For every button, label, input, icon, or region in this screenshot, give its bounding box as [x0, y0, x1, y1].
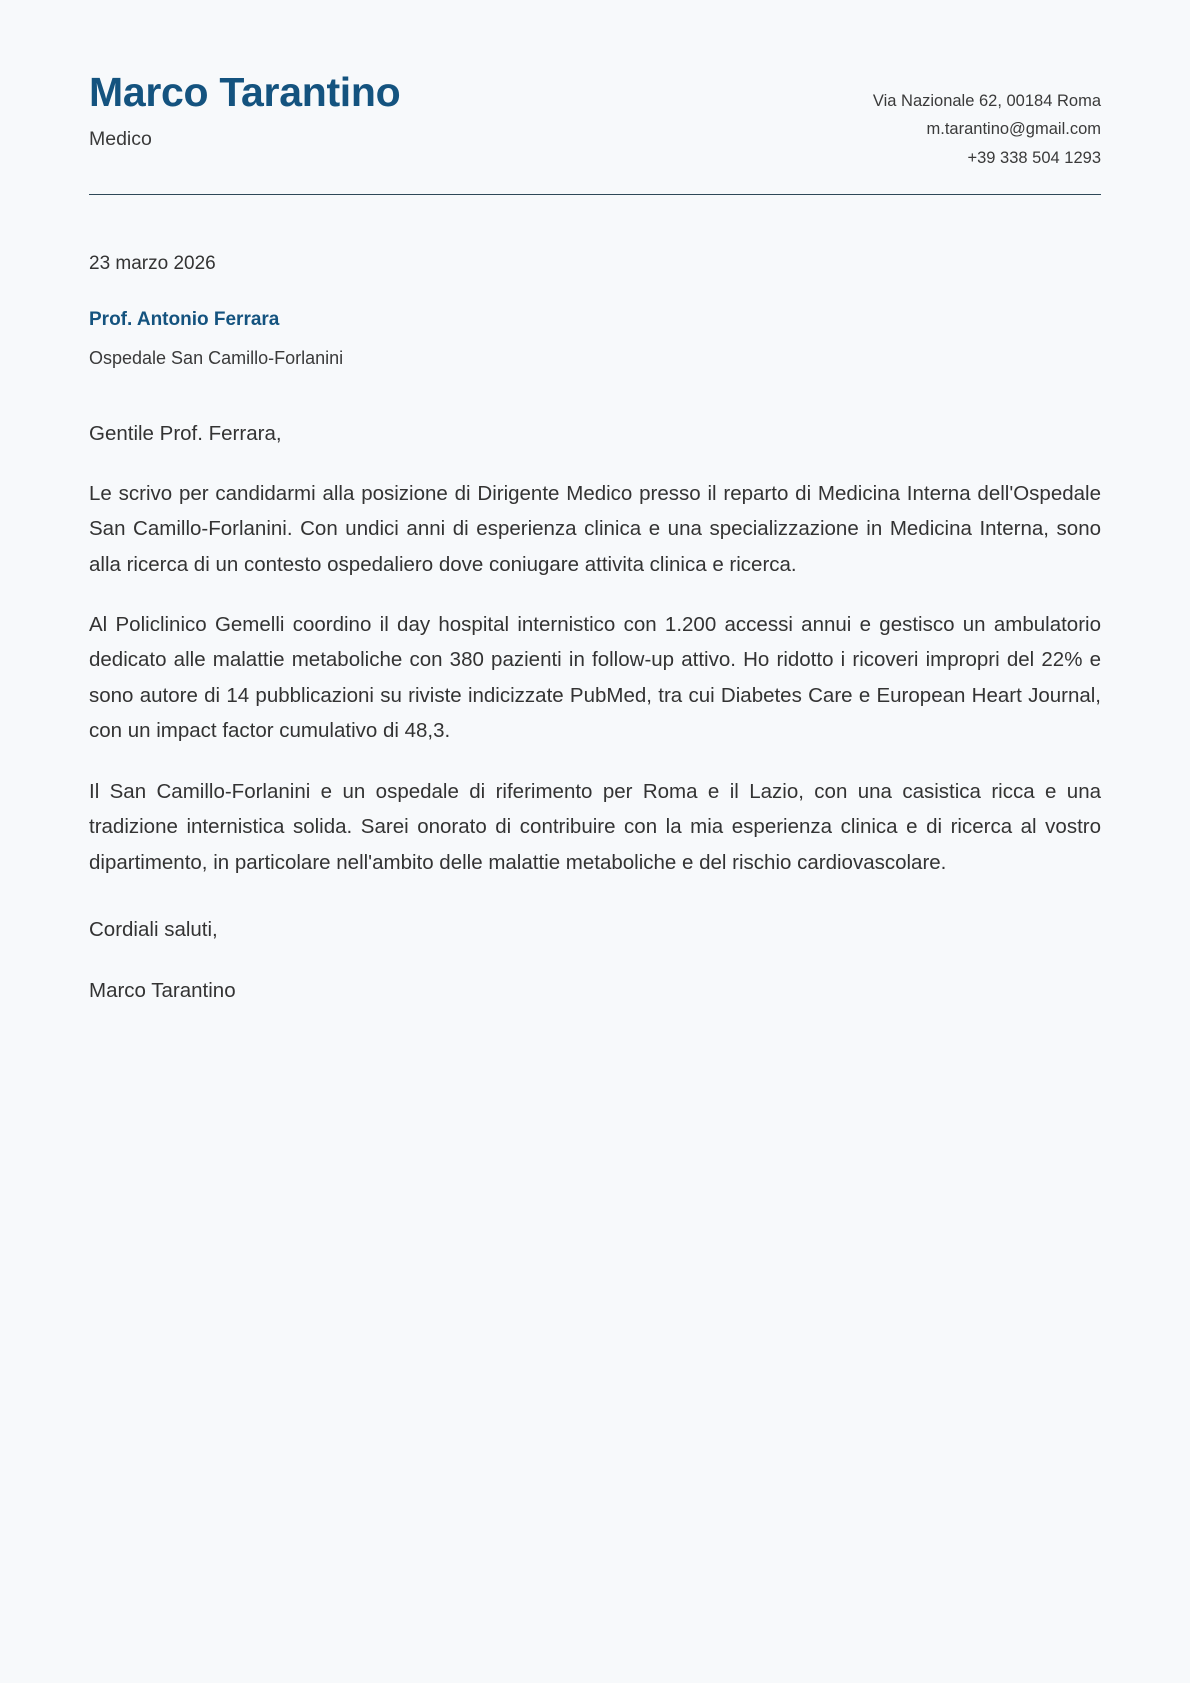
letter-meta [89, 195, 1101, 370]
sender-name: Marco Tarantino [89, 69, 401, 115]
sender-contact-block [873, 68, 1101, 172]
letter-header [89, 0, 1101, 172]
contact-phone[interactable]: +39 338 504 1293 [967, 148, 1101, 167]
sender-identity [89, 68, 400, 152]
recipient-organization: Ospedale San Camillo-Forlanini [89, 347, 344, 368]
contact-email[interactable]: m.tarantino@gmail.com [926, 120, 1101, 139]
body-paragraph-1: Le scrivo per candidarmi alla posizione di Dirigente Medico presso il reparto di Medicina Interna dell'Ospedale San Camillo-Forlanini. Con undici anni di esperienza clinica e una specializzazione in Medicina Interna, sono alla ricerca di un contesto ospedaliero dove coniugare attivita clinica e ricerca. [89, 481, 1101, 576]
signature-name: Marco Tarantino [89, 978, 236, 1002]
letter-date: 23 marzo 2026 [89, 253, 216, 275]
salutation: Gentile Prof. Ferrara, [89, 421, 282, 445]
body-paragraph-3: Il San Camillo-Forlanini e un ospedale di riferimento per Roma e il Lazio, con una casistica ricca e una tradizione internistica solida. Sarei onorato di contribuire con la mia esperienza clinica e di ricerca al vostro dipartimento, in particolare nell'ambito delle malattie metaboliche e del rischio cardiovascolare. [89, 779, 1101, 874]
letter-body [89, 370, 1101, 1007]
contact-address: Via Nazionale 62, 00184 Roma [872, 92, 1101, 110]
recipient-name: Prof. Antonio Ferrara [89, 308, 280, 330]
closing-line: Cordiali saluti, [89, 918, 218, 942]
sender-job-title: Medico [89, 128, 152, 151]
body-paragraph-2: Al Policlinico Gemelli coordino il day hospital internistico con 1.200 accessi annui e gestisco un ambulatorio dedicato alle malattie metaboliche con 380 pazienti in follow-up attivo. Ho ridotto i ricoveri impropri del 22% e sono autore di 14 pubblicazioni su riviste indicizzate PubMed, tra cui Diabetes Care e European Heart Journal, con un impact factor cumulativo di 48,3. [89, 613, 1101, 743]
